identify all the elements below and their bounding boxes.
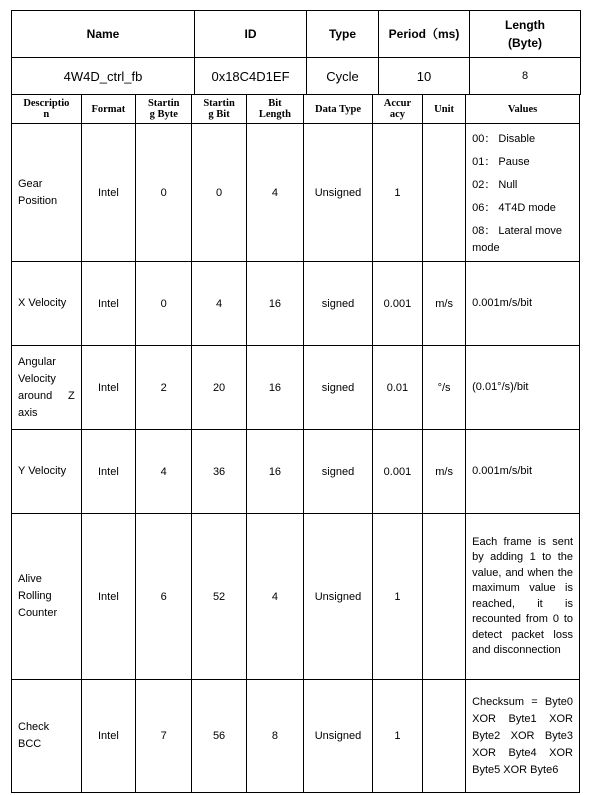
signal-description: Check BCC <box>12 680 82 793</box>
length-label-line1: Length <box>505 18 545 32</box>
length-label <box>470 11 581 58</box>
signal-bit-length: 4 <box>246 124 303 262</box>
header-value-row <box>12 58 581 95</box>
message-name: 4W4D_ctrl_fb <box>12 58 195 95</box>
signal-values <box>466 124 580 262</box>
table-row <box>12 124 580 262</box>
signal-starting-byte: 0 <box>136 262 192 346</box>
table-row <box>12 346 580 430</box>
signal-bit-length: 16 <box>246 262 303 346</box>
period-label: Period（ms) <box>379 11 470 58</box>
signal-description: Y Velocity <box>12 430 82 514</box>
signal-starting-byte: 4 <box>136 430 192 514</box>
col-starting-bit: Startin g Bit <box>192 95 246 124</box>
col-starting-byte: Startin g Byte <box>136 95 192 124</box>
signal-data-type: signed <box>304 346 373 430</box>
message-header-table <box>11 10 581 95</box>
can-message-spec <box>11 10 580 793</box>
signal-description: X Velocity <box>12 262 82 346</box>
signal-format: Intel <box>81 680 135 793</box>
value-entry: 01： Pause <box>472 156 530 168</box>
message-id: 0x18C4D1EF <box>195 58 307 95</box>
col-accuracy: Accur acy <box>372 95 422 124</box>
signal-description: Angular Velocity around Z axis <box>12 346 82 430</box>
value-entry: 02： Null <box>472 179 518 191</box>
signal-format: Intel <box>81 262 135 346</box>
signal-unit: m/s <box>423 430 466 514</box>
signal-starting-byte: 0 <box>136 124 192 262</box>
signal-format: Intel <box>81 430 135 514</box>
length-label-line2: (Byte) <box>507 36 542 50</box>
signal-accuracy: 1 <box>372 680 422 793</box>
signal-values: 0.001m/s/bit <box>466 430 580 514</box>
col-data-type: Data Type <box>304 95 373 124</box>
signal-format: Intel <box>81 124 135 262</box>
table-row <box>12 262 580 346</box>
value-entry: 08： Lateral move mode <box>472 225 562 254</box>
signal-starting-byte: 6 <box>136 514 192 680</box>
signal-format: Intel <box>81 346 135 430</box>
signal-starting-byte: 7 <box>136 680 192 793</box>
signal-accuracy: 1 <box>372 124 422 262</box>
signal-accuracy: 0.01 <box>372 346 422 430</box>
signal-starting-bit: 52 <box>192 514 246 680</box>
message-period: 10 <box>379 58 470 95</box>
table-row <box>12 430 580 514</box>
signal-starting-bit: 20 <box>192 346 246 430</box>
signal-accuracy: 0.001 <box>372 430 422 514</box>
signal-format: Intel <box>81 514 135 680</box>
signal-values: Each frame is sent by adding 1 to the value, and when the maximum value is reached, it is recounted from 0 to detect packet loss and disconnection <box>466 514 580 680</box>
signal-values: 0.001m/s/bit <box>466 262 580 346</box>
table-row <box>12 514 580 680</box>
signal-starting-bit: 36 <box>192 430 246 514</box>
signal-bit-length: 16 <box>246 430 303 514</box>
value-entry: 00： Disable <box>472 133 536 145</box>
signal-unit: m/s <box>423 262 466 346</box>
col-values: Values <box>466 95 580 124</box>
signal-unit <box>423 514 466 680</box>
signal-starting-bit: 0 <box>192 124 246 262</box>
column-header-row <box>12 95 580 124</box>
col-description: Descriptio n <box>12 95 82 124</box>
signal-unit <box>423 680 466 793</box>
signal-description: Alive Rolling Counter <box>12 514 82 680</box>
col-format: Format <box>81 95 135 124</box>
signal-bit-length: 8 <box>246 680 303 793</box>
signal-starting-byte: 2 <box>136 346 192 430</box>
signal-table <box>11 94 580 793</box>
signal-unit <box>423 124 466 262</box>
value-entry: 06： 4T4D mode <box>472 202 556 214</box>
header-label-row <box>12 11 581 58</box>
signal-accuracy: 0.001 <box>372 262 422 346</box>
signal-data-type: Unsigned <box>304 124 373 262</box>
signal-bit-length: 4 <box>246 514 303 680</box>
signal-bit-length: 16 <box>246 346 303 430</box>
message-type: Cycle <box>307 58 379 95</box>
signal-starting-bit: 56 <box>192 680 246 793</box>
id-label: ID <box>195 11 307 58</box>
signal-description: Gear Position <box>12 124 82 262</box>
signal-accuracy: 1 <box>372 514 422 680</box>
signal-values: (0.01°/s)/bit <box>466 346 580 430</box>
type-label: Type <box>307 11 379 58</box>
signal-data-type: Unsigned <box>304 514 373 680</box>
signal-values: Checksum = Byte0 XOR Byte1 XOR Byte2 XOR Byte3 XOR Byte4 XOR Byte5 XOR Byte6 <box>466 680 580 793</box>
message-length: 8 <box>470 58 581 95</box>
signal-data-type: signed <box>304 262 373 346</box>
col-unit: Unit <box>423 95 466 124</box>
name-label: Name <box>12 11 195 58</box>
signal-starting-bit: 4 <box>192 262 246 346</box>
signal-data-type: signed <box>304 430 373 514</box>
signal-data-type: Unsigned <box>304 680 373 793</box>
signal-unit: °/s <box>423 346 466 430</box>
table-row <box>12 680 580 793</box>
col-bit-length: Bit Length <box>246 95 303 124</box>
